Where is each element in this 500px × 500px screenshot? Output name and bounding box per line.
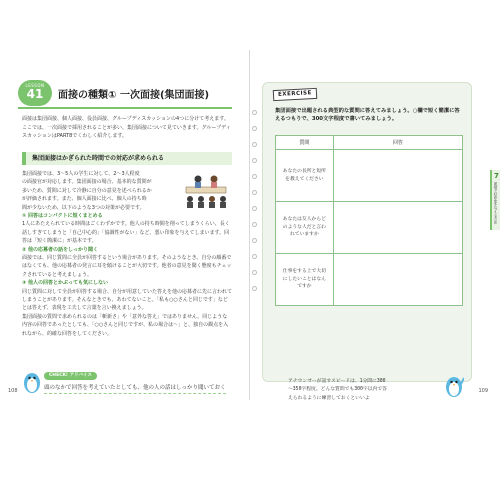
body-line: の面接官が対応します。集団面接の場合、基本的な質問が xyxy=(22,179,152,186)
binder-hole xyxy=(252,174,257,179)
page-title: 面接の種類① 一次面接(集団面接) xyxy=(58,90,210,101)
group-interview-illustration xyxy=(180,171,232,209)
answer-cell[interactable] xyxy=(333,150,462,202)
answer-cell[interactable] xyxy=(333,202,462,254)
question-cell: 仕事をする上で大切にしたいことはなんですか xyxy=(276,254,334,306)
binder-hole xyxy=(252,126,257,131)
point-3-label: ③ 他人の回答とかぶっても気にしない xyxy=(22,280,108,287)
points-section xyxy=(22,212,232,338)
answer-cell[interactable] xyxy=(333,254,462,306)
table-header-row xyxy=(276,136,463,150)
binder-hole xyxy=(252,254,257,259)
header-answer: 回答 xyxy=(333,136,462,150)
lesson-number: 41 xyxy=(26,87,44,101)
penguin-mascot-icon xyxy=(22,368,42,394)
binder-holes xyxy=(252,110,260,310)
section-heading: 集団面接はかぎられた時間での対応が求められる xyxy=(22,152,232,165)
body-line: 集団面接では、3〜5人の学生に対して、2〜3人程度 xyxy=(22,171,140,177)
tip-line: 〜350字程度。どんな質問でも300字以内で答 xyxy=(288,387,387,393)
title-divider xyxy=(18,107,232,109)
point-2-text: 面接では、同じ質問に全員が回答するという場合があります。そのようなとき、自分の順番ではなくても、他の応募者の発言に耳を傾けることが大切です。他者の意見を聞く態度もチェックされていると考えましょう。 xyxy=(22,255,232,278)
right-page xyxy=(250,50,500,400)
advice-tag: CHECK! アドバイス xyxy=(44,372,97,380)
tip-line: えられるように練習しておくといいよ xyxy=(288,395,370,401)
header-question: 質問 xyxy=(276,136,334,150)
exercise-prompt: 集団面接で出題される典型的な質問に答えてみましょう。○欄で短く簡潔に答えるつもりで、300文字程度で書いてみましょう。 xyxy=(275,108,460,123)
point-1-label: ① 回答はコンパクトに短くまとめる xyxy=(22,213,103,219)
binder-hole xyxy=(252,190,257,195)
exercise-card xyxy=(262,82,472,382)
binder-hole xyxy=(252,286,257,291)
table-row xyxy=(276,254,463,306)
left-page xyxy=(0,50,250,400)
lesson-badge xyxy=(18,80,52,106)
chapter-side-tab xyxy=(490,170,500,230)
point-3-text: 同じ質問に対して全員が回答する場合、自分が用意していた答えを他の応募者に先に言われてしまうことがあります。そんなときでも、あわてないこと。「私も○○さんと同じです」などとは答えず、表現を工夫して言葉を言い換えましょう。 xyxy=(22,288,233,312)
chapter-number: 7 xyxy=(494,172,499,180)
body-line: が評価されます。また、個人面接に比べ、個人の持ち時 xyxy=(22,196,147,203)
binder-hole xyxy=(252,222,257,227)
penguin-mascot-icon xyxy=(444,372,464,398)
question-cell: あなたは友人からどのような人だと言われていますか xyxy=(276,202,334,254)
page-number-left: 108 xyxy=(8,388,18,394)
body-paragraph xyxy=(22,170,177,212)
binder-hole xyxy=(252,206,257,211)
intro-paragraph: 面接は集団面接、個人面接、役員面接、グループディスカッションの4つに分けて考えます。ここでは、一次面接で採用されることが多い、集団面接について見ていきます。グループディスカッションはPART8でくわしく紹介します。 xyxy=(22,116,231,140)
body-line: 多いため、質問に対して冷静に自分の意見を述べられるか xyxy=(22,187,152,194)
table-row xyxy=(276,150,463,202)
advice-box xyxy=(22,372,232,396)
tip-note xyxy=(262,370,462,401)
table-row xyxy=(276,202,463,254)
book-spread xyxy=(0,50,500,400)
question-cell: あなたの長所と短所を教えてください xyxy=(276,150,334,202)
advice-text: 頭のなかで回答を考えていたとしても、他の人の話はしっかり聞いておく xyxy=(44,383,226,394)
point-1-text: 1人にあたえられている時間はごくわずかです。他人の持ち時間を削ってしまうくらい、長く話しすぎてしまうと「自己中心的」「協調性がない」など、悪い印象を与えてしまいます。回答は「短く簡潔に」が基本です。 xyxy=(22,221,230,245)
binder-hole xyxy=(252,238,257,243)
binder-hole xyxy=(252,270,257,275)
tip-text xyxy=(288,378,387,403)
page-number-right: 109 xyxy=(478,388,488,394)
exercise-table xyxy=(275,135,463,306)
point-3-text-2: 集団面接の質問で求められるのは「斬新さ」や「意外な答え」ではありません。同じような内容の回答であったとしても、「○○さんと同じですが、私の場合は〜」と、独自の観点を入れながら、的確な回答をしてください。 xyxy=(22,313,229,337)
binder-hole xyxy=(252,158,257,163)
binder-hole xyxy=(252,110,257,115)
exercise-tag: EXERCISE xyxy=(273,88,318,101)
binder-hole xyxy=(252,142,257,147)
tip-line: アナウンサーが話すスピードは、1分間に300 xyxy=(288,379,386,384)
point-2-label: ② 他の応募者の話をしっかり聞く xyxy=(22,246,98,253)
chapter-title: 面接で好印象を与える方法 xyxy=(494,182,498,224)
body-line: 間が少ないため、以下のような3つの対策が必要です。 xyxy=(22,204,145,211)
lesson-label: LESSON xyxy=(25,83,45,88)
